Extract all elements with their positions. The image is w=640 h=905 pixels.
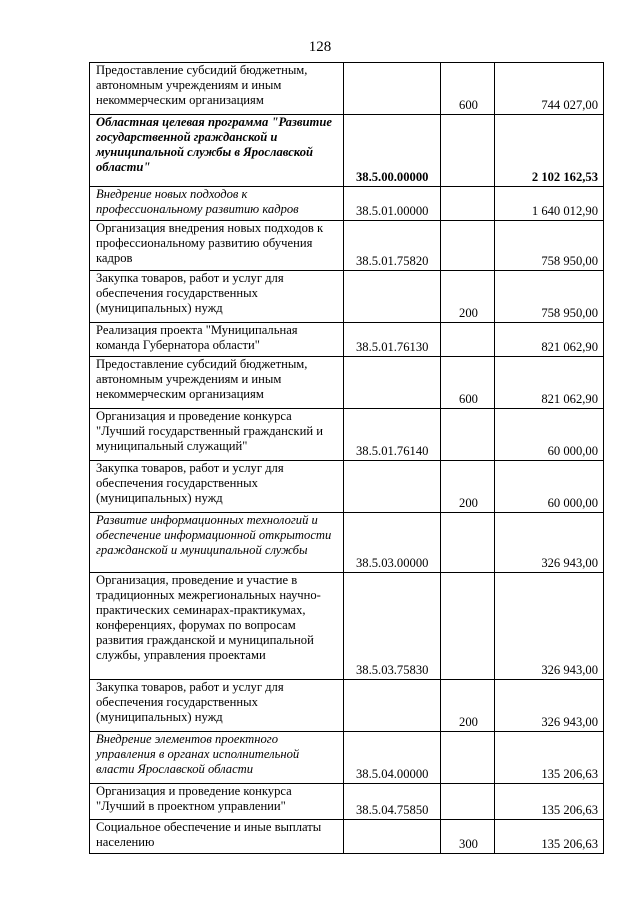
row-code-cell: 38.5.01.00000: [344, 187, 441, 221]
row-name-cell: Предоставление субсидий бюджетным, автономным учреждениям и иным некоммерческим организациям: [90, 357, 344, 409]
row-code-cell: 38.5.01.76140: [344, 409, 441, 461]
row-name-cell: Организация, проведение и участие в традиционных межрегиональных научно-практических семинарах-практикумах, конференциях, форумах по вопросам развития гражданской и муниципальной службы, управления проектами: [90, 573, 344, 680]
row-expense-type-cell: [441, 323, 495, 357]
row-name-cell: Организация и проведение конкурса "Лучший в проектном управлении": [90, 784, 344, 820]
row-expense-type-cell: 600: [441, 357, 495, 409]
row-code-cell: 38.5.03.00000: [344, 513, 441, 573]
row-expense-type-cell: [441, 187, 495, 221]
row-name-cell: Предоставление субсидий бюджетным, автономным учреждениям и иным некоммерческим организациям: [90, 63, 344, 115]
row-code-cell: 38.5.04.00000: [344, 732, 441, 784]
row-name-cell: Закупка товаров, работ и услуг для обеспечения государственных (муниципальных) нужд: [90, 461, 344, 513]
table-row: [90, 323, 604, 357]
row-expense-type-cell: [441, 221, 495, 271]
table-row: [90, 784, 604, 820]
table-row: [90, 63, 604, 115]
row-name-cell: Развитие информационных технологий и обеспечение информационной открытости гражданской и муниципальной службы: [90, 513, 344, 573]
row-amount-cell: 758 950,00: [495, 271, 604, 323]
row-expense-type-cell: [441, 784, 495, 820]
table-row: [90, 221, 604, 271]
row-code-cell: [344, 680, 441, 732]
row-amount-cell: 135 206,63: [495, 732, 604, 784]
row-expense-type-cell: 200: [441, 461, 495, 513]
row-name-cell: Внедрение элементов проектного управления в органах исполнительной власти Ярославской области: [90, 732, 344, 784]
row-amount-cell: 326 943,00: [495, 573, 604, 680]
row-amount-cell: 821 062,90: [495, 357, 604, 409]
table-row: [90, 732, 604, 784]
row-name-cell: Организация и проведение конкурса "Лучший государственный гражданский и муниципальный служащий": [90, 409, 344, 461]
row-amount-cell: 758 950,00: [495, 221, 604, 271]
page-number: 128: [308, 39, 332, 55]
budget-table-body: [90, 63, 604, 854]
row-amount-cell: 1 640 012,90: [495, 187, 604, 221]
row-code-cell: [344, 820, 441, 854]
row-amount-cell: 821 062,90: [495, 323, 604, 357]
row-expense-type-cell: 200: [441, 271, 495, 323]
row-name-cell: Организация внедрения новых подходов к профессиональному развитию обучения кадров: [90, 221, 344, 271]
table-row: [90, 357, 604, 409]
row-name-cell: Областная целевая программа "Развитие государственной гражданской и муниципальной службы в Ярославской области": [90, 115, 344, 187]
row-code-cell: 38.5.01.75820: [344, 221, 441, 271]
table-row: [90, 271, 604, 323]
row-name-cell: Закупка товаров, работ и услуг для обеспечения государственных (муниципальных) нужд: [90, 271, 344, 323]
table-row: [90, 820, 604, 854]
row-amount-cell: 135 206,63: [495, 784, 604, 820]
table-row: [90, 115, 604, 187]
row-code-cell: 38.5.03.75830: [344, 573, 441, 680]
row-code-cell: [344, 461, 441, 513]
row-amount-cell: 744 027,00: [495, 63, 604, 115]
row-amount-cell: 2 102 162,53: [495, 115, 604, 187]
row-expense-type-cell: [441, 115, 495, 187]
row-amount-cell: 135 206,63: [495, 820, 604, 854]
row-name-cell: Социальное обеспечение и иные выплаты населению: [90, 820, 344, 854]
row-expense-type-cell: 600: [441, 63, 495, 115]
table-row: [90, 513, 604, 573]
row-name-cell: Закупка товаров, работ и услуг для обеспечения государственных (муниципальных) нужд: [90, 680, 344, 732]
row-amount-cell: 60 000,00: [495, 461, 604, 513]
row-code-cell: 38.5.04.75850: [344, 784, 441, 820]
row-amount-cell: 326 943,00: [495, 513, 604, 573]
budget-table: [89, 62, 604, 854]
row-expense-type-cell: [441, 409, 495, 461]
table-row: [90, 409, 604, 461]
row-name-cell: Внедрение новых подходов к профессиональному развитию кадров: [90, 187, 344, 221]
row-expense-type-cell: [441, 732, 495, 784]
row-amount-cell: 60 000,00: [495, 409, 604, 461]
row-expense-type-cell: 300: [441, 820, 495, 854]
row-code-cell: 38.5.01.76130: [344, 323, 441, 357]
row-code-cell: 38.5.00.00000: [344, 115, 441, 187]
row-code-cell: [344, 271, 441, 323]
table-row: [90, 461, 604, 513]
row-name-cell: Реализация проекта "Муниципальная команда Губернатора области": [90, 323, 344, 357]
row-amount-cell: 326 943,00: [495, 680, 604, 732]
row-expense-type-cell: 200: [441, 680, 495, 732]
row-expense-type-cell: [441, 513, 495, 573]
table-row: [90, 187, 604, 221]
row-code-cell: [344, 63, 441, 115]
table-row: [90, 680, 604, 732]
row-expense-type-cell: [441, 573, 495, 680]
table-row: [90, 573, 604, 680]
row-code-cell: [344, 357, 441, 409]
